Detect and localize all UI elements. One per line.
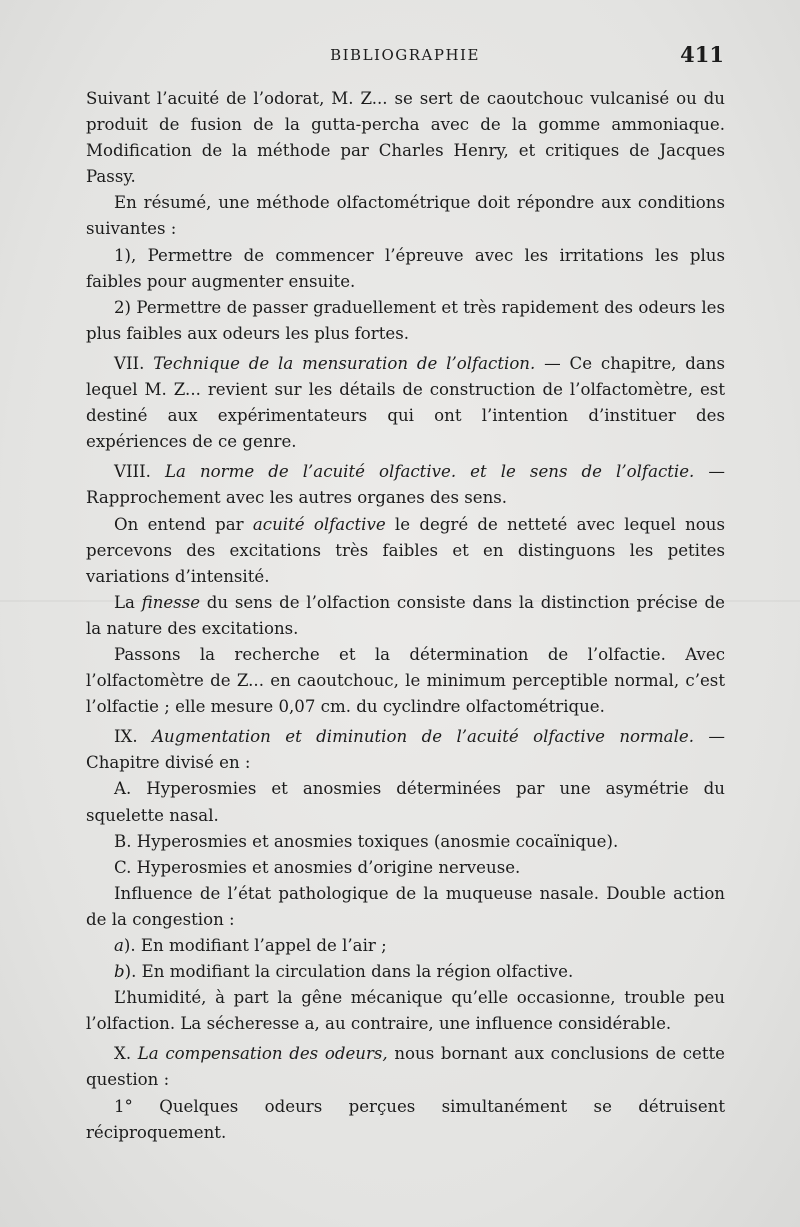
text-run: — Ce chapitre, dans lequel M. Z... revient sur les détails de construction de l’olfactomètre, est destiné aux expérimentateurs qui ont l’intention d’instituer des expériences de ce genre. [86,353,725,452]
text-run: Suivant l’acuité de l’odorat, M. Z... se sert de caoutchouc vulcanisé ou du produit de fusion de la gutta-percha avec de la gomme ammoniaque. Modification de la méthode par Charles Henry, et critiques de Jacques Passy. [86,89,725,187]
italic-text: Augmentation et diminution de l’acuité olfactive normale. [152,727,694,747]
page-number: 411 [680,42,724,67]
text-run: En résumé, une méthode olfactométrique doit répondre aux conditions suivantes : [86,193,725,239]
paragraph [86,959,725,985]
italic-text: acuité olfactive [252,514,386,534]
paragraph [86,829,725,855]
paragraph [86,933,725,959]
text-run: Passons la recherche et la détermination de l’olfactie. Avec l’olfactomètre de Z... en caoutchouc, le minimum perceptible normal, c’est l’olfactie ; elle mesure 0,07 cm. du cyclindre olfactométrique. [86,644,725,717]
text-run: A. Hyperosmies et anosmies déterminées par une asymétrie du squelette nasal. [86,779,725,825]
paragraph [86,1041,725,1093]
paragraph [86,590,725,642]
paragraph [86,86,725,190]
italic-text: La norme de l’acuité olfactive. et le sens de l’olfactie. [165,462,695,482]
text-run: X. [114,1044,138,1064]
italic-text: a [114,936,124,955]
paragraph [86,351,725,455]
italic-text: finesse [141,592,201,612]
paragraph [86,512,725,590]
text-run: du sens de l’olfaction consiste dans la distinction précise de la nature des excitations. [86,592,726,638]
paragraph [86,459,725,511]
italic-text: b [114,962,125,982]
paragraph [86,724,725,776]
text-run: IX. [114,727,153,747]
text-run: B. Hyperosmies et anosmies toxiques (anosmie cocaïnique). [114,831,619,851]
text-run: 2) Permettre de passer graduellement et très rapidement des odeurs les plus faibles aux odeurs les plus fortes. [86,297,725,343]
text-run: ). En modifiant la circulation dans la région olfactive. [124,962,574,982]
italic-text: La compensation des odeurs, [137,1044,388,1064]
text-run: — Rapprochement avec les autres organes des sens. [86,462,726,508]
paragraph [86,295,725,347]
paragraph [86,190,725,242]
paragraph [86,985,725,1037]
text-run: nous bornant aux conclusions de cette question : [86,1044,725,1090]
paragraph [86,1094,725,1146]
text-run: 1° Quelques odeurs perçues simultanément se détruisent réciproquement. [86,1096,725,1142]
text-run: 1), Permettre de commencer l’épreuve avec les irritations les plus faibles pour augmenter ensuite. [86,245,725,291]
italic-text: Technique de la mensuration de l’olfaction. [153,353,536,373]
text-run: ). En modifiant l’appel de l’air ; [123,936,387,955]
paragraph [86,776,725,828]
text-run: La [114,592,142,612]
text-run: le degré de netteté avec lequel nous percevons des excitations très faibles et en distinguons les petites variations d’intensité. [86,514,725,586]
text-run: On entend par [114,514,253,534]
text-run: — Chapitre divisé en : [86,727,726,773]
text-run: VII. [114,353,154,373]
text-run: VIII. [114,462,165,482]
paragraph [86,243,725,295]
running-head: BIBLIOGRAPHIE [330,46,480,64]
paragraph [86,642,725,720]
paragraph [86,881,725,933]
text-run: L’humidité, à part la gêne mécanique qu’elle occasionne, trouble peu l’olfaction. La sécheresse a, au contraire, une influence considérable. [86,988,725,1034]
text-run: Influence de l’état pathologique de la muqueuse nasale. Double action de la congestion : [86,883,725,929]
paragraph [86,855,725,881]
body-text [86,86,725,1146]
text-run: C. Hyperosmies et anosmies d’origine nerveuse. [114,857,521,877]
page-header [86,42,724,72]
